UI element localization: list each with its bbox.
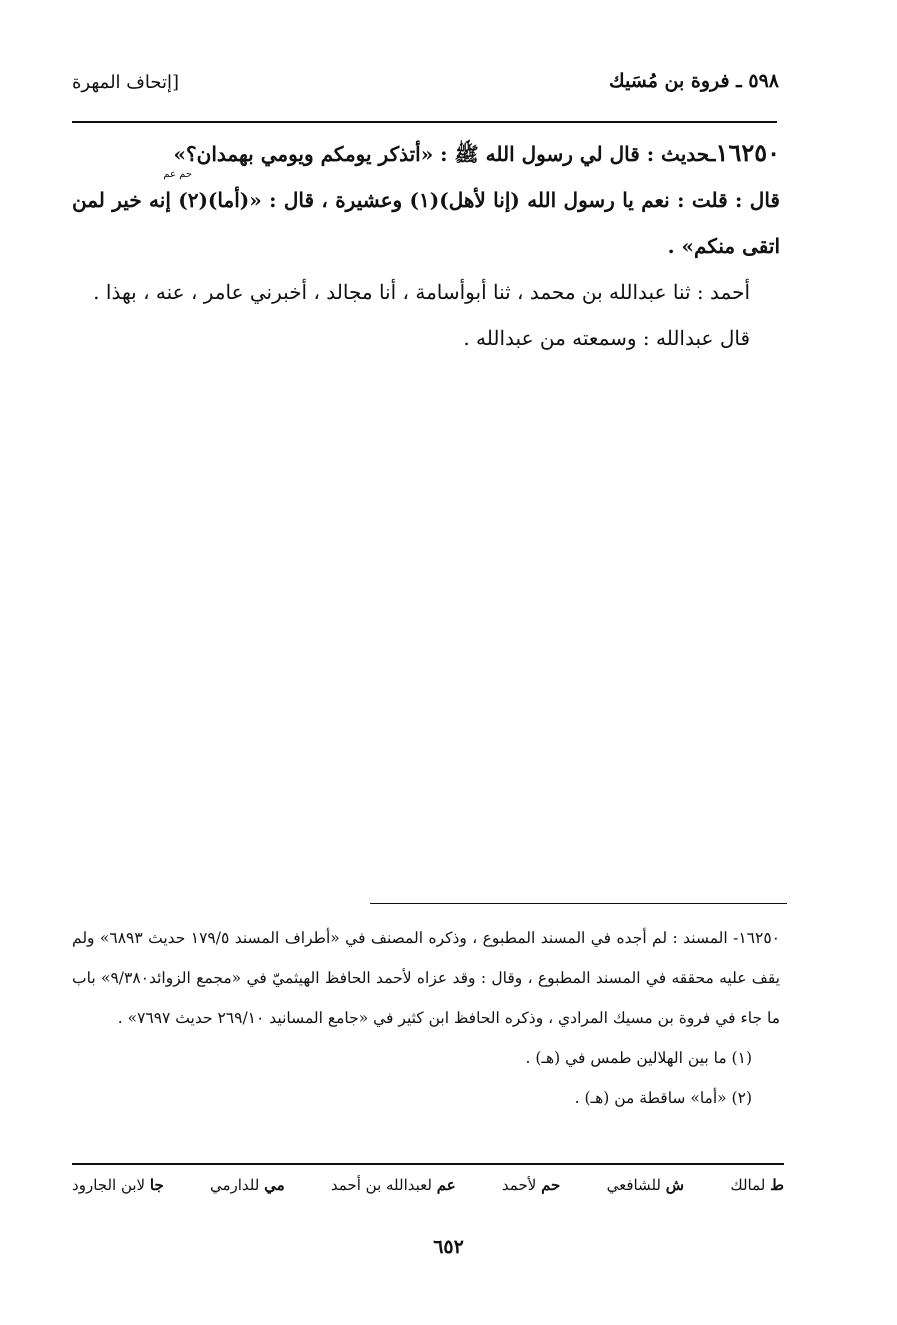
footnotes bbox=[72, 918, 780, 1118]
legend-item: ط لمالك bbox=[730, 1176, 784, 1194]
header-rule bbox=[72, 121, 777, 123]
hadith-block bbox=[72, 130, 780, 361]
footnote-rule bbox=[370, 903, 787, 904]
footnote-1: (١) ما بين الهلالين طمس في (هـ) . bbox=[525, 1049, 752, 1067]
hadith-sigla: حم عم bbox=[163, 169, 192, 180]
legend-item: حم لأحمد bbox=[501, 1176, 561, 1194]
legend-item: مي للدارمي bbox=[209, 1176, 285, 1194]
page-number: ٦٥٢ bbox=[433, 1236, 464, 1258]
hadith-abdullah-note: قال عبدالله : وسمعته من عبدالله . bbox=[463, 326, 750, 350]
legend-item: جا لابن الجارود bbox=[72, 1176, 164, 1194]
sigla-legend bbox=[72, 1176, 784, 1194]
legend-item: عم لعبدالله بن أحمد bbox=[330, 1176, 456, 1194]
hadith-intro: ـحديث : قال لي رسول الله ﷺ : «أتذكر يومكم ويومي بهمدان؟» bbox=[173, 142, 716, 166]
hadith-opening-line bbox=[72, 130, 780, 177]
hadith-number: ١٦٢٥٠ bbox=[715, 138, 780, 167]
running-header-book: [إتحاف المهرة bbox=[72, 72, 180, 93]
running-header-title: ٥٩٨ ـ فروة بن مُسَيك bbox=[609, 70, 779, 92]
footnote-main: ١٦٢٥٠- المسند : لم أجده في المسند المطبوع ، وذكره المصنف في «أطراف المسند ١٧٩/٥ حديث ٦٨٩٣» ولم يقف عليه محققه في المسند المطبوع ، وقال : وقد عزاه لأحمد الحافظ الهيثميّ في «مجمع الزوائد٩/٣٨٠» باب ما جاء في فروة بن مسيك المرادي ، وذكره الحافظ ابن كثير في «جامع المسانيد ٢٦٩/١٠ حديث ٧٦٩٧» . bbox=[72, 929, 780, 1027]
footnote-2: (٢) «أما» ساقطة من (هـ) . bbox=[574, 1089, 752, 1107]
legend-rule bbox=[72, 1163, 784, 1165]
hadith-text: قال : قلت : نعم يا رسول الله (إنا لأهل)(١) وعشيرة ، قال : «(أما)(٢) إنه خير لمن اتقى منكم» . bbox=[72, 188, 780, 258]
hadith-isnad: أحمد : ثنا عبدالله بن محمد ، ثنا أبوأسامة ، أنا مجالد ، أخبرني عامر ، عنه ، بهذا . bbox=[93, 280, 750, 304]
legend-item: ش للشافعي bbox=[606, 1176, 685, 1194]
